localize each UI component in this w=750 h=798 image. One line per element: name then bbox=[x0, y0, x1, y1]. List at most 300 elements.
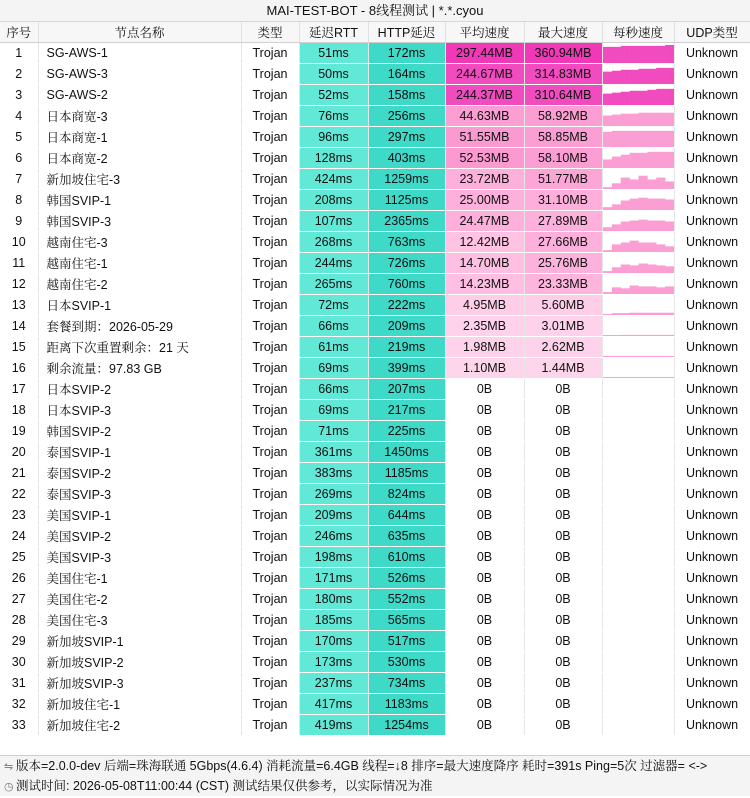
table-row[interactable] bbox=[0, 379, 750, 400]
table-row[interactable] bbox=[0, 589, 750, 610]
table-row[interactable] bbox=[0, 274, 750, 295]
avg-speed: 0B bbox=[445, 505, 524, 526]
sparkline-bar bbox=[665, 313, 674, 315]
table-row[interactable] bbox=[0, 610, 750, 631]
sparkline-bar bbox=[665, 222, 674, 232]
table-row[interactable] bbox=[0, 316, 750, 337]
sparkline-bar bbox=[603, 356, 612, 357]
header-node-name[interactable]: 节点名称 bbox=[38, 22, 241, 43]
speed-sparkline bbox=[602, 127, 674, 148]
node-name: 韩国SVIP-1 bbox=[38, 190, 241, 211]
sparkline-bar bbox=[647, 69, 656, 84]
protocol-type: Trojan bbox=[241, 694, 299, 715]
sparkline-bar bbox=[620, 377, 629, 378]
udp-type: Unknown bbox=[674, 421, 750, 442]
table-row[interactable] bbox=[0, 169, 750, 190]
row-index: 8 bbox=[0, 190, 38, 211]
speed-sparkline bbox=[602, 715, 674, 736]
node-name: 越南住宅-3 bbox=[38, 232, 241, 253]
sparkline-bar bbox=[665, 200, 674, 210]
sparkline-bar bbox=[611, 131, 620, 147]
sparkline-bar bbox=[611, 356, 620, 357]
sparkline-bar bbox=[603, 132, 612, 147]
row-index: 12 bbox=[0, 274, 38, 295]
avg-speed: 0B bbox=[445, 589, 524, 610]
http-latency: 610ms bbox=[368, 547, 445, 568]
row-index: 11 bbox=[0, 253, 38, 274]
rtt-latency: 383ms bbox=[299, 463, 368, 484]
sparkline-bar bbox=[603, 314, 612, 315]
http-latency: 635ms bbox=[368, 526, 445, 547]
protocol-type: Trojan bbox=[241, 274, 299, 295]
sparkline-bar bbox=[611, 93, 620, 105]
udp-type: Unknown bbox=[674, 400, 750, 421]
max-speed: 0B bbox=[524, 400, 602, 421]
window-title: MAI-TEST-BOT - 8线程测试 | *.*.cyou bbox=[0, 0, 750, 22]
sparkline-bar bbox=[638, 286, 647, 294]
table-row[interactable] bbox=[0, 631, 750, 652]
row-index: 31 bbox=[0, 673, 38, 694]
udp-type: Unknown bbox=[674, 106, 750, 127]
max-speed: 27.89MB bbox=[524, 211, 602, 232]
sparkline-bar bbox=[629, 265, 638, 273]
sparkline-bar bbox=[620, 201, 629, 211]
max-speed: 58.10MB bbox=[524, 148, 602, 169]
udp-type: Unknown bbox=[674, 715, 750, 736]
sparkline-bar bbox=[638, 335, 647, 336]
avg-speed: 0B bbox=[445, 547, 524, 568]
sparkline-bar bbox=[665, 246, 674, 252]
table-row[interactable] bbox=[0, 400, 750, 421]
sparkline-bar bbox=[665, 89, 674, 105]
avg-speed: 4.95MB bbox=[445, 295, 524, 316]
avg-speed: 1.10MB bbox=[445, 358, 524, 379]
max-speed: 3.01MB bbox=[524, 316, 602, 337]
sparkline-bar bbox=[629, 221, 638, 231]
node-name: 泰国SVIP-1 bbox=[38, 442, 241, 463]
max-speed: 2.62MB bbox=[524, 337, 602, 358]
sparkline-bar bbox=[620, 313, 629, 315]
sparkline-bar bbox=[611, 224, 620, 231]
protocol-type: Trojan bbox=[241, 526, 299, 547]
speed-sparkline bbox=[602, 568, 674, 589]
rtt-latency: 244ms bbox=[299, 253, 368, 274]
protocol-type: Trojan bbox=[241, 379, 299, 400]
sparkline-bar bbox=[656, 244, 665, 252]
sparkline-bar bbox=[647, 46, 656, 63]
http-latency: 552ms bbox=[368, 589, 445, 610]
header-index[interactable]: 序号 bbox=[0, 22, 38, 43]
http-latency: 256ms bbox=[368, 106, 445, 127]
table-row[interactable] bbox=[0, 568, 750, 589]
udp-type: Unknown bbox=[674, 127, 750, 148]
header-rtt[interactable]: 延迟RTT bbox=[299, 22, 368, 43]
sparkline-bar bbox=[611, 377, 620, 378]
sparkline-bar bbox=[603, 292, 612, 294]
rtt-latency: 69ms bbox=[299, 358, 368, 379]
sparkline-bar bbox=[620, 356, 629, 357]
speed-sparkline bbox=[602, 274, 674, 295]
sparkline-bar bbox=[603, 94, 612, 105]
speed-sparkline bbox=[602, 505, 674, 526]
table-row[interactable] bbox=[0, 43, 750, 64]
rtt-latency: 419ms bbox=[299, 715, 368, 736]
speed-sparkline bbox=[602, 43, 674, 64]
node-name: 日本商宽-3 bbox=[38, 106, 241, 127]
speed-sparkline bbox=[602, 631, 674, 652]
udp-type: Unknown bbox=[674, 85, 750, 106]
header-udp-type[interactable]: UDP类型 bbox=[674, 22, 750, 43]
sparkline-bar bbox=[665, 113, 674, 126]
node-name: 美国住宅-1 bbox=[38, 568, 241, 589]
http-latency: 172ms bbox=[368, 43, 445, 64]
sparkline-bar bbox=[665, 152, 674, 168]
http-latency: 1183ms bbox=[368, 694, 445, 715]
table-row[interactable] bbox=[0, 358, 750, 379]
protocol-type: Trojan bbox=[241, 253, 299, 274]
http-latency: 824ms bbox=[368, 484, 445, 505]
sparkline-bar bbox=[638, 176, 647, 189]
sparkline-bar bbox=[611, 244, 620, 252]
sparkline-bar bbox=[611, 287, 620, 294]
http-latency: 403ms bbox=[368, 148, 445, 169]
table-row[interactable] bbox=[0, 64, 750, 85]
protocol-type: Trojan bbox=[241, 589, 299, 610]
avg-speed: 2.35MB bbox=[445, 316, 524, 337]
max-speed: 0B bbox=[524, 715, 602, 736]
row-index: 25 bbox=[0, 547, 38, 568]
row-index: 18 bbox=[0, 400, 38, 421]
sparkline-bar bbox=[665, 335, 674, 336]
node-name: 新加坡住宅-1 bbox=[38, 694, 241, 715]
row-index: 7 bbox=[0, 169, 38, 190]
rtt-latency: 185ms bbox=[299, 610, 368, 631]
sparkline-bar bbox=[647, 356, 656, 357]
udp-type: Unknown bbox=[674, 589, 750, 610]
table-row[interactable] bbox=[0, 337, 750, 358]
table-row[interactable] bbox=[0, 694, 750, 715]
rtt-latency: 173ms bbox=[299, 652, 368, 673]
row-index: 3 bbox=[0, 85, 38, 106]
avg-speed: 0B bbox=[445, 421, 524, 442]
sparkline-bar bbox=[665, 45, 674, 63]
node-name: 泰国SVIP-2 bbox=[38, 463, 241, 484]
protocol-type: Trojan bbox=[241, 631, 299, 652]
http-latency: 219ms bbox=[368, 337, 445, 358]
table-row[interactable] bbox=[0, 106, 750, 127]
sparkline-bar bbox=[638, 91, 647, 105]
sparkline-bar bbox=[603, 377, 612, 378]
sparkline-bar bbox=[656, 265, 665, 273]
rtt-latency: 66ms bbox=[299, 379, 368, 400]
protocol-type: Trojan bbox=[241, 400, 299, 421]
sparkline-bar bbox=[656, 313, 665, 315]
udp-type: Unknown bbox=[674, 358, 750, 379]
max-speed: 31.10MB bbox=[524, 190, 602, 211]
row-index: 21 bbox=[0, 463, 38, 484]
rtt-latency: 268ms bbox=[299, 232, 368, 253]
avg-speed: 0B bbox=[445, 715, 524, 736]
sparkline-bar bbox=[603, 116, 612, 126]
http-latency: 760ms bbox=[368, 274, 445, 295]
max-speed: 0B bbox=[524, 589, 602, 610]
sparkline-bar bbox=[638, 113, 647, 126]
avg-speed: 0B bbox=[445, 694, 524, 715]
table-row[interactable] bbox=[0, 463, 750, 484]
table-row[interactable] bbox=[0, 127, 750, 148]
udp-type: Unknown bbox=[674, 484, 750, 505]
avg-speed: 25.00MB bbox=[445, 190, 524, 211]
sparkline-bar bbox=[656, 152, 665, 168]
row-index: 19 bbox=[0, 421, 38, 442]
table-row[interactable] bbox=[0, 484, 750, 505]
rtt-latency: 209ms bbox=[299, 505, 368, 526]
protocol-type: Trojan bbox=[241, 505, 299, 526]
sparkline-chart bbox=[603, 43, 674, 63]
udp-type: Unknown bbox=[674, 505, 750, 526]
sparkline-bar bbox=[656, 377, 665, 378]
results-table bbox=[0, 22, 750, 736]
protocol-type: Trojan bbox=[241, 211, 299, 232]
http-latency: 726ms bbox=[368, 253, 445, 274]
rtt-latency: 61ms bbox=[299, 337, 368, 358]
sparkline-chart bbox=[603, 253, 674, 273]
sparkline-bar bbox=[603, 187, 612, 189]
avg-speed: 244.37MB bbox=[445, 85, 524, 106]
sparkline-bar bbox=[611, 71, 620, 84]
sparkline-bar bbox=[647, 377, 656, 378]
max-speed: 0B bbox=[524, 610, 602, 631]
row-index: 28 bbox=[0, 610, 38, 631]
sparkline-bar bbox=[629, 313, 638, 315]
table-row[interactable] bbox=[0, 526, 750, 547]
sparkline-bar bbox=[629, 153, 638, 168]
sparkline-bar bbox=[638, 313, 647, 315]
table-row[interactable] bbox=[0, 547, 750, 568]
table-row[interactable] bbox=[0, 715, 750, 736]
speed-sparkline bbox=[602, 400, 674, 421]
node-name: 韩国SVIP-2 bbox=[38, 421, 241, 442]
rtt-latency: 52ms bbox=[299, 85, 368, 106]
sparkline-bar bbox=[638, 243, 647, 253]
sparkline-bar bbox=[656, 68, 665, 84]
sparkline-chart bbox=[603, 127, 674, 147]
protocol-type: Trojan bbox=[241, 610, 299, 631]
row-index: 29 bbox=[0, 631, 38, 652]
max-speed: 58.85MB bbox=[524, 127, 602, 148]
protocol-type: Trojan bbox=[241, 85, 299, 106]
sparkline-bar bbox=[620, 243, 629, 253]
sparkline-bar bbox=[638, 198, 647, 210]
row-index: 24 bbox=[0, 526, 38, 547]
link-icon: ⇋ bbox=[4, 761, 14, 773]
http-latency: 297ms bbox=[368, 127, 445, 148]
max-speed: 0B bbox=[524, 652, 602, 673]
row-index: 22 bbox=[0, 484, 38, 505]
row-index: 27 bbox=[0, 589, 38, 610]
header-max-speed[interactable]: 最大速度 bbox=[524, 22, 602, 43]
avg-speed: 44.63MB bbox=[445, 106, 524, 127]
max-speed: 0B bbox=[524, 694, 602, 715]
sparkline-chart bbox=[603, 337, 674, 357]
header-http-latency[interactable]: HTTP延迟 bbox=[368, 22, 445, 43]
sparkline-bar bbox=[656, 89, 665, 105]
sparkline-bar bbox=[611, 313, 620, 315]
protocol-type: Trojan bbox=[241, 127, 299, 148]
speed-sparkline bbox=[602, 232, 674, 253]
row-index: 2 bbox=[0, 64, 38, 85]
rtt-latency: 128ms bbox=[299, 148, 368, 169]
table-row[interactable] bbox=[0, 673, 750, 694]
rtt-latency: 96ms bbox=[299, 127, 368, 148]
table-row[interactable] bbox=[0, 253, 750, 274]
rtt-latency: 265ms bbox=[299, 274, 368, 295]
sparkline-bar bbox=[620, 288, 629, 294]
protocol-type: Trojan bbox=[241, 463, 299, 484]
http-latency: 207ms bbox=[368, 379, 445, 400]
node-name: 美国住宅-2 bbox=[38, 589, 241, 610]
protocol-type: Trojan bbox=[241, 673, 299, 694]
sparkline-bar bbox=[620, 155, 629, 168]
sparkline-bar bbox=[603, 271, 612, 273]
udp-type: Unknown bbox=[674, 694, 750, 715]
sparkline-bar bbox=[638, 46, 647, 63]
rtt-latency: 269ms bbox=[299, 484, 368, 505]
sparkline-chart bbox=[603, 295, 674, 315]
footer-line-time bbox=[0, 776, 750, 796]
protocol-type: Trojan bbox=[241, 652, 299, 673]
row-index: 26 bbox=[0, 568, 38, 589]
sparkline-bar bbox=[603, 227, 612, 231]
table-row[interactable] bbox=[0, 442, 750, 463]
sparkline-bar bbox=[603, 207, 612, 210]
header-type[interactable]: 类型 bbox=[241, 22, 299, 43]
avg-speed: 14.23MB bbox=[445, 274, 524, 295]
table-row[interactable] bbox=[0, 421, 750, 442]
udp-type: Unknown bbox=[674, 232, 750, 253]
http-latency: 1125ms bbox=[368, 190, 445, 211]
udp-type: Unknown bbox=[674, 316, 750, 337]
node-name: SG-AWS-2 bbox=[38, 85, 241, 106]
avg-speed: 51.55MB bbox=[445, 127, 524, 148]
sparkline-bar bbox=[638, 69, 647, 84]
protocol-type: Trojan bbox=[241, 169, 299, 190]
row-index: 15 bbox=[0, 337, 38, 358]
udp-type: Unknown bbox=[674, 337, 750, 358]
protocol-type: Trojan bbox=[241, 190, 299, 211]
max-speed: 58.92MB bbox=[524, 106, 602, 127]
speed-sparkline bbox=[602, 610, 674, 631]
sparkline-bar bbox=[629, 131, 638, 147]
sparkline-bar bbox=[611, 47, 620, 63]
row-index: 17 bbox=[0, 379, 38, 400]
node-name: 新加坡住宅-2 bbox=[38, 715, 241, 736]
http-latency: 530ms bbox=[368, 652, 445, 673]
sparkline-bar bbox=[647, 243, 656, 253]
sparkline-bar bbox=[620, 178, 629, 189]
avg-speed: 14.70MB bbox=[445, 253, 524, 274]
rtt-latency: 246ms bbox=[299, 526, 368, 547]
sparkline-bar bbox=[647, 199, 656, 210]
sparkline-bar bbox=[629, 241, 638, 252]
sparkline-bar bbox=[629, 199, 638, 210]
speed-sparkline bbox=[602, 358, 674, 379]
sparkline-bar bbox=[611, 157, 620, 168]
header-per-second-speed[interactable]: 每秒速度 bbox=[602, 22, 674, 43]
sparkline-chart bbox=[603, 211, 674, 231]
sparkline-bar bbox=[665, 181, 674, 189]
node-name: 泰国SVIP-3 bbox=[38, 484, 241, 505]
table-row[interactable] bbox=[0, 505, 750, 526]
avg-speed: 0B bbox=[445, 442, 524, 463]
table-row[interactable] bbox=[0, 652, 750, 673]
sparkline-bar bbox=[620, 264, 629, 273]
protocol-type: Trojan bbox=[241, 715, 299, 736]
table-row[interactable] bbox=[0, 190, 750, 211]
http-latency: 2365ms bbox=[368, 211, 445, 232]
protocol-type: Trojan bbox=[241, 148, 299, 169]
speed-sparkline bbox=[602, 526, 674, 547]
sparkline-bar bbox=[647, 90, 656, 105]
table-row[interactable] bbox=[0, 85, 750, 106]
rtt-latency: 71ms bbox=[299, 421, 368, 442]
protocol-type: Trojan bbox=[241, 568, 299, 589]
sparkline-bar bbox=[656, 221, 665, 231]
rtt-latency: 69ms bbox=[299, 400, 368, 421]
row-index: 33 bbox=[0, 715, 38, 736]
http-latency: 217ms bbox=[368, 400, 445, 421]
protocol-type: Trojan bbox=[241, 64, 299, 85]
table-row[interactable] bbox=[0, 148, 750, 169]
table-row[interactable] bbox=[0, 295, 750, 316]
table-row[interactable] bbox=[0, 211, 750, 232]
http-latency: 644ms bbox=[368, 505, 445, 526]
speed-sparkline bbox=[602, 253, 674, 274]
speed-sparkline bbox=[602, 190, 674, 211]
sparkline-bar bbox=[629, 377, 638, 378]
table-row[interactable] bbox=[0, 232, 750, 253]
sparkline-bar bbox=[629, 91, 638, 105]
max-speed: 0B bbox=[524, 505, 602, 526]
max-speed: 0B bbox=[524, 631, 602, 652]
sparkline-bar bbox=[665, 377, 674, 378]
row-index: 6 bbox=[0, 148, 38, 169]
sparkline-bar bbox=[665, 356, 674, 357]
row-index: 32 bbox=[0, 694, 38, 715]
sparkline-bar bbox=[603, 159, 612, 168]
udp-type: Unknown bbox=[674, 673, 750, 694]
sparkline-bar bbox=[647, 286, 656, 294]
speed-sparkline bbox=[602, 694, 674, 715]
http-latency: 158ms bbox=[368, 85, 445, 106]
row-index: 13 bbox=[0, 295, 38, 316]
sparkline-bar bbox=[629, 70, 638, 84]
sparkline-chart bbox=[603, 85, 674, 105]
sparkline-bar bbox=[620, 70, 629, 84]
sparkline-bar bbox=[647, 152, 656, 168]
sparkline-bar bbox=[611, 115, 620, 126]
sparkline-bar bbox=[656, 287, 665, 294]
udp-type: Unknown bbox=[674, 526, 750, 547]
avg-speed: 0B bbox=[445, 400, 524, 421]
rtt-latency: 170ms bbox=[299, 631, 368, 652]
header-avg-speed[interactable]: 平均速度 bbox=[445, 22, 524, 43]
speed-sparkline bbox=[602, 379, 674, 400]
node-name: 日本SVIP-1 bbox=[38, 295, 241, 316]
sparkline-bar bbox=[656, 131, 665, 147]
sparkline-bar bbox=[620, 92, 629, 105]
udp-type: Unknown bbox=[674, 379, 750, 400]
